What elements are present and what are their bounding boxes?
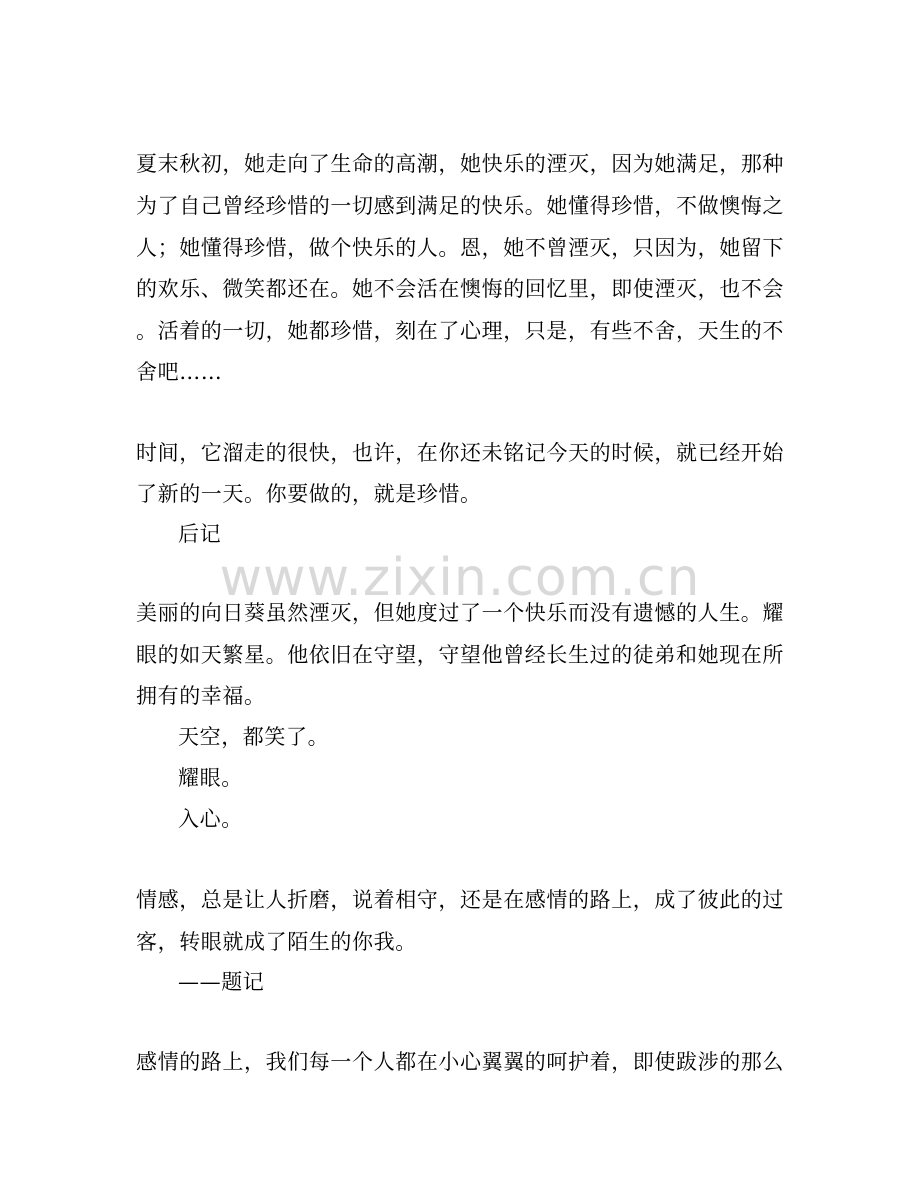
paragraph-line: 。活着的一切，她都珍惜，刻在了心理，只是，有些不舍，天生的不 xyxy=(136,319,784,343)
paragraph-line: 时间，它溜走的很快，也许，在你还未铭记今天的时候，就已经开始 xyxy=(136,441,784,465)
paragraph-line: 人；她懂得珍惜，做个快乐的人。恩，她不曾湮灭，只因为，她留下 xyxy=(136,236,784,260)
paragraph-line: 情感，总是让人折磨，说着相守，还是在感情的路上，成了彼此的过 xyxy=(136,888,784,912)
watermark: www.zixin.com.cn xyxy=(219,548,701,608)
epigraph-label: ——题记 xyxy=(178,970,265,994)
paragraph-line: 舍吧…… xyxy=(136,360,223,384)
paragraph-line: 的欢乐、微笑都还在。她不会活在懊悔的回忆里，即使湮灭，也不会 xyxy=(136,277,784,301)
afterword-heading: 后记 xyxy=(178,522,222,546)
paragraph-line: 夏末秋初，她走向了生命的高潮，她快乐的湮灭，因为她满足，那种 xyxy=(136,152,784,176)
paragraph-line: 拥有的幸福。 xyxy=(136,684,266,708)
short-line: 入心。 xyxy=(178,807,243,831)
paragraph-line: 眼的如天繁星。他依旧在守望，守望他曾经长生过的徒弟和她现在所 xyxy=(136,643,784,667)
paragraph-line: 为了自己曾经珍惜的一切感到满足的快乐。她懂得珍惜，不做懊悔之 xyxy=(136,194,784,218)
short-line: 耀眼。 xyxy=(178,766,243,790)
paragraph-line: 了新的一天。你要做的，就是珍惜。 xyxy=(136,482,482,506)
paragraph-line: 美丽的向日葵虽然湮灭，但她度过了一个快乐而没有遗憾的人生。耀 xyxy=(136,601,784,625)
paragraph-line: 感情的路上，我们每一个人都在小心翼翼的呵护着，即使跋涉的那么 xyxy=(136,1050,784,1074)
short-line: 天空，都笑了。 xyxy=(178,725,330,749)
paragraph-line: 客，转眼就成了陌生的你我。 xyxy=(136,930,417,954)
